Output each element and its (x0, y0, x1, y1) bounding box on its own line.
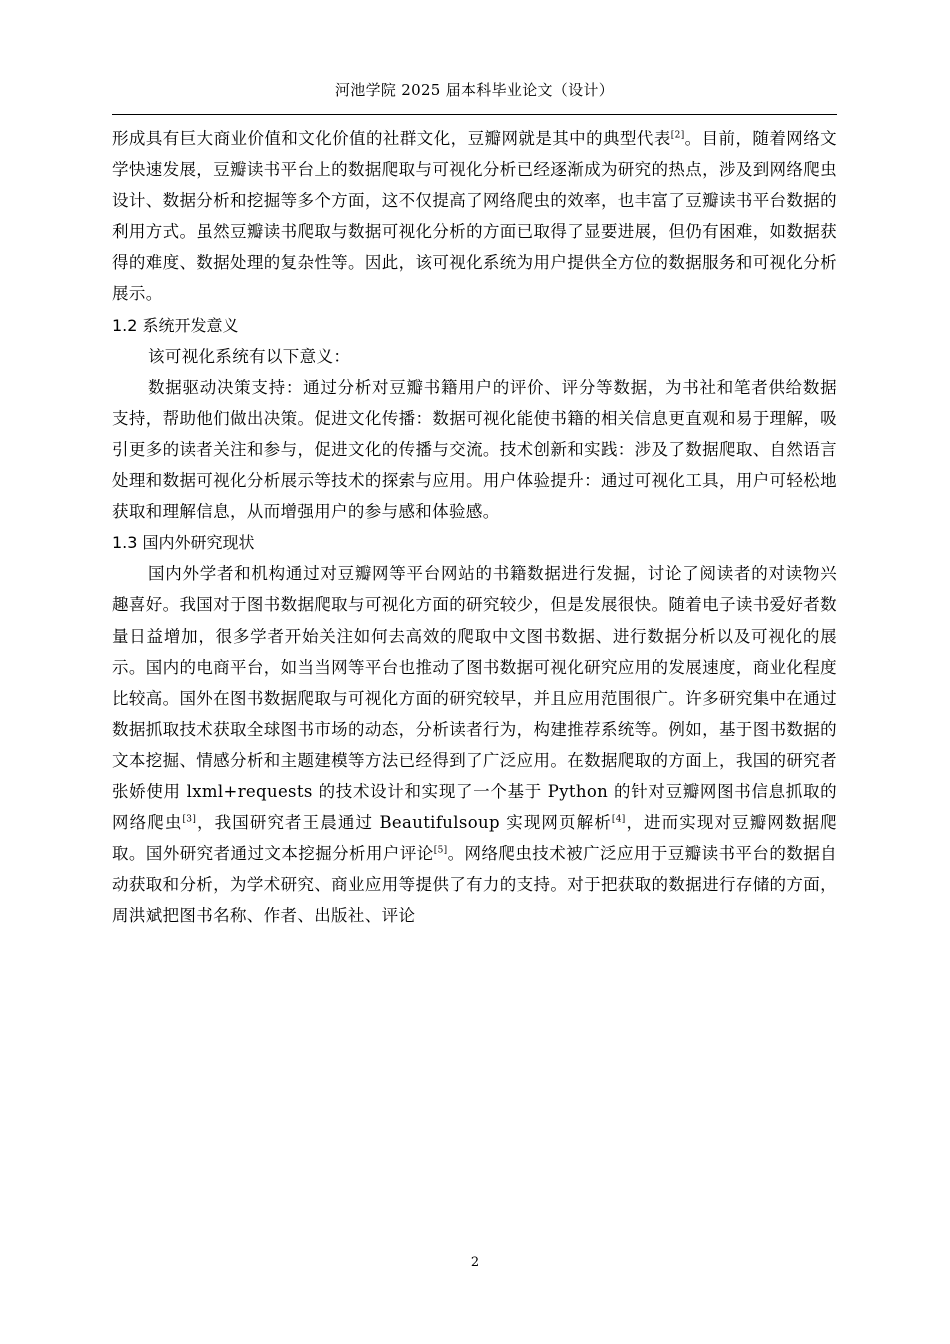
paragraph-research-status (112, 558, 837, 931)
paragraph-text: ，进而实现对豆瓣网数据爬取。国外研究者通过文本挖掘分析用户评论 (112, 813, 837, 864)
section-heading-1-3: 1.3 国内外研究现状 (112, 533, 255, 553)
paragraph-text: 国内外学者和机构通过对豆瓣网等平台网站的书籍数据进行发掘，讨论了阅读者的对读物兴趣喜好。我国对于图书数据爬取与可视化方面的研究较少，但是发展很快。随着电子读书爱好者数量日益增加，很多学者开始关注如何去高效的爬取中文图书数据、进行数据分析以及可视化的展示。国内的电商平台，如当当网等平台也推动了图书数据可视化研究应用的发展速度，商业化程度比较高。国外在图书数据爬取与可视化方面的研究较早，并且应用范围很广。许多研究集中在通过数据抓取技术获取全球图书市场的动态，分析读者行为，构建推荐系统等。例如，基于图书数据的文本挖掘、情感分析和主题建模等方法已经得到了广泛应用。在数据爬取的方面上，我国的研究者张娇使用 lxml+requests 的技术设计和实现了一个基于 Python 的针对豆瓣网图书信息抓取的网络爬虫 (112, 564, 837, 833)
paragraph-significance: 数据驱动决策支持：通过分析对豆瓣书籍用户的评价、评分等数据，为书社和笔者供给数据支持，帮助他们做出决策。促进文化传播：数据可视化能使书籍的相关信息更直观和易于理解，吸引更多的读者关注和参与，促进文化的传播与交流。技术创新和实践：涉及了数据爬取、自然语言处理和数据可视化分析展示等技术的探索与应用。用户体验提升：通过可视化工具，用户可轻松地获取和理解信息，从而增强用户的参与感和体验感。 (112, 377, 837, 522)
citation: [2] (670, 130, 685, 141)
body-text (112, 123, 837, 931)
page-number: 2 (470, 1255, 480, 1270)
paragraph-text: 。网络爬虫技术被广泛应用于豆瓣读书平台的数据自动获取和分析，为学术研究、商业应用等提供了有力的支持。对于把获取的数据进行存储的方面，周洪斌把图书名称、作者、出版社、评论 (112, 844, 837, 926)
running-header: 河池学院 2025 届本科毕业论文（设计） (334, 81, 614, 99)
paragraph-text: 形成具有巨大商业价值和文化价值的社群文化，豆瓣网就是其中的典型代表 (112, 129, 671, 148)
paragraph-continuation (112, 123, 837, 310)
paragraph-text: ，我国研究者王晨通过 Beautifulsoup 实现网页解析 (196, 813, 612, 833)
header-rule (112, 114, 837, 115)
paragraph-intro: 该可视化系统有以下意义： (148, 346, 351, 366)
citation: [5] (433, 845, 448, 856)
citation: [3] (182, 814, 197, 825)
section-heading-1-2: 1.2 系统开发意义 (112, 315, 239, 335)
paragraph-text: 。目前，随着网络文学快速发展，豆瓣读书平台上的数据爬取与可视化分析已经逐渐成为研究的热点，涉及到网络爬虫设计、数据分析和挖掘等多个方面，这不仅提高了网络爬虫的效率，也丰富了豆瓣读书平台数据的利用方式。虽然豆瓣读书爬取与数据可视化分析的方面已取得了显要进展，但仍有困难，如数据获得的难度、数据处理的复杂性等。因此，该可视化系统为用户提供全方位的数据服务和可视化分析展示。 (112, 129, 837, 304)
citation: [4] (611, 814, 626, 825)
